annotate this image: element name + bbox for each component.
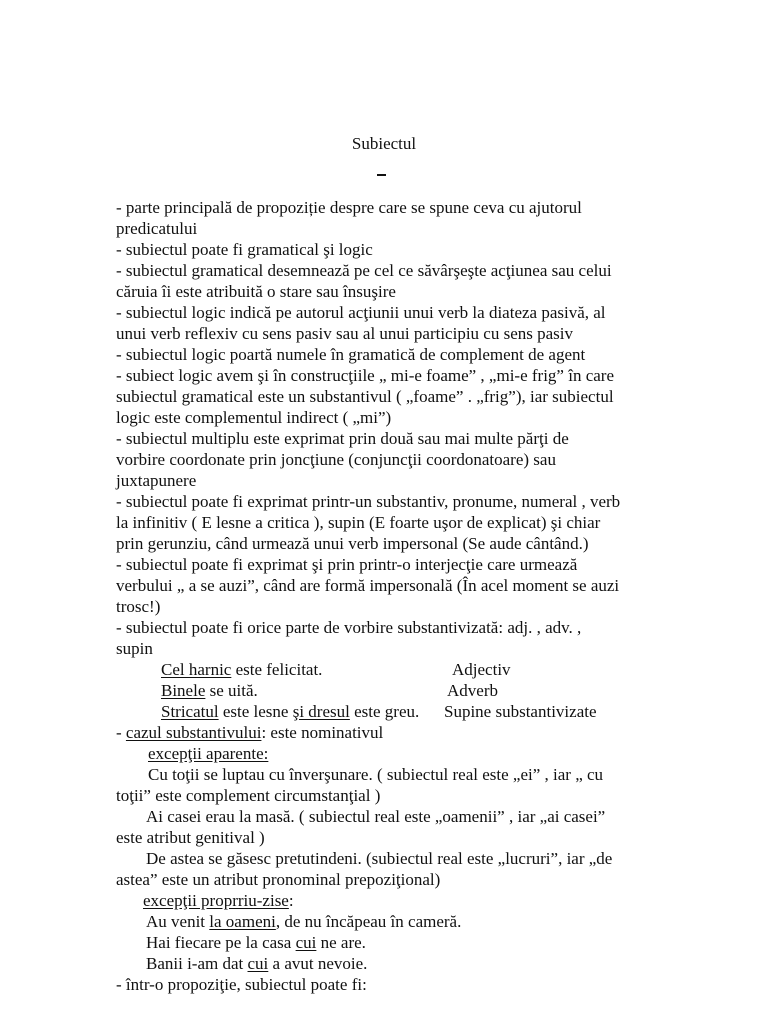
example-word: Stricatul	[161, 702, 219, 721]
text-line: logic este complementul indirect ( „mi”)	[116, 408, 392, 427]
text-line: prin gerunziu, când urmează unui verb impersonal (Se aude cântând.)	[116, 534, 589, 553]
text-line: trosc!)	[116, 597, 161, 616]
example-row	[146, 932, 366, 953]
example-word: cui	[247, 954, 269, 973]
case-line	[116, 722, 383, 743]
example-text: Hai fiecare pe la casa	[146, 933, 296, 952]
text-line: Cu toţii se luptau cu înverşunare. ( subiectul real este „ei” , iar „ cu	[148, 765, 604, 784]
exceptii-aparente-label: excepţii aparente:	[148, 744, 269, 763]
case-prefix: -	[116, 723, 126, 742]
text-line: - subiectul multiplu este exprimat prin două sau mai multe părţi de	[116, 429, 569, 448]
example-type: Adverb	[447, 681, 498, 700]
example-word: cui	[295, 933, 317, 952]
text-line: - subiectul logic poartă numele în gramatică de complement de agent	[116, 345, 586, 364]
text-line: De astea se găsesc pretutindeni. (subiectul real este „lucruri”, iar „de	[146, 849, 613, 868]
example-text: a avut nevoie.	[268, 954, 368, 973]
text-line: - subiectul gramatical desemnează pe cel ce săvârşeşte acţiunea sau celui	[116, 261, 612, 280]
example-row	[161, 680, 258, 701]
example-text: este greu.	[349, 702, 420, 721]
example-text: ne are.	[316, 933, 366, 952]
example-word: Cel harnic	[161, 660, 232, 679]
text-line: - subiectul poate fi gramatical şi logic	[116, 240, 373, 259]
text-line: - subiectul logic indică pe autorul acţiunii unui verb la diateza pasivă, al	[116, 303, 606, 322]
text-line: verbului „ a se auzi”, când are formă impersonală (În acel moment se auzi	[116, 576, 620, 595]
example-row	[161, 701, 419, 722]
text-line: - subiectul poate fi exprimat printr-un substantiv, pronume, numeral , verb	[116, 492, 621, 511]
example-word: şi dresul	[292, 702, 350, 721]
page-title: Subiectul	[351, 134, 417, 153]
colon: :	[288, 891, 294, 910]
text-line: - subiectul poate fi orice parte de vorbire substantivizată: adj. , adv. ,	[116, 618, 582, 637]
example-type: Adjectiv	[452, 660, 511, 679]
case-label: cazul substantivului	[125, 723, 262, 742]
example-row	[146, 911, 461, 932]
text-line: - subiectul poate fi exprimat şi prin printr-o interjecţie care urmează	[116, 555, 578, 574]
title-underline-mark	[377, 174, 386, 176]
section-heading	[143, 890, 294, 911]
text-line: juxtapunere	[116, 471, 197, 490]
text-line: - subiect logic avem şi în construcţiile „ mi-e foame” , „mi-e frig” în care	[116, 366, 614, 385]
text-line: - parte principală de propoziție despre care se spune ceva cu ajutorul	[116, 198, 582, 217]
text-line: Ai casei erau la masă. ( subiectul real este „oamenii” , iar „ai casei”	[146, 807, 606, 826]
example-text: este felicitat.	[231, 660, 323, 679]
example-word: la oameni	[209, 912, 276, 931]
text-line: astea” este un atribut pronominal prepoziţional)	[116, 870, 441, 889]
text-line: la infinitiv ( E lesne a critica ), supin (E foarte uşor de explicat) şi chiar	[116, 513, 601, 532]
example-text: Au venit	[146, 912, 210, 931]
text-line: căruia îi este atribuită o stare sau însuşire	[116, 282, 396, 301]
section-heading	[148, 743, 268, 764]
example-row	[161, 659, 322, 680]
example-type: Supine substantivizate	[444, 702, 597, 721]
example-text: este lesne	[218, 702, 293, 721]
text-line: unui verb reflexiv cu sens pasiv sau al unui participiu cu sens pasiv	[116, 324, 573, 343]
text-line: toţii” este complement circumstanţial )	[116, 786, 381, 805]
example-row	[146, 953, 367, 974]
exceptii-proprii-label: excepţii proprriu-zise	[143, 891, 289, 910]
example-text: Banii i-am dat	[146, 954, 248, 973]
text-line: subiectul gramatical este un substantivul ( „foame” . „frig”), iar subiectul	[116, 387, 614, 406]
text-line: vorbire coordonate prin joncţiune (conjuncţii coordonatoare) sau	[116, 450, 556, 469]
example-text: se uită.	[205, 681, 258, 700]
text-line: predicatului	[116, 219, 198, 238]
text-line: supin	[116, 639, 153, 658]
text-line: este atribut genitival )	[116, 828, 265, 847]
text-line: - într-o propoziţie, subiectul poate fi:	[116, 975, 367, 994]
example-word: Binele	[161, 681, 206, 700]
example-text: , de nu încăpeau în cameră.	[275, 912, 462, 931]
case-text: : este nominativul	[261, 723, 384, 742]
